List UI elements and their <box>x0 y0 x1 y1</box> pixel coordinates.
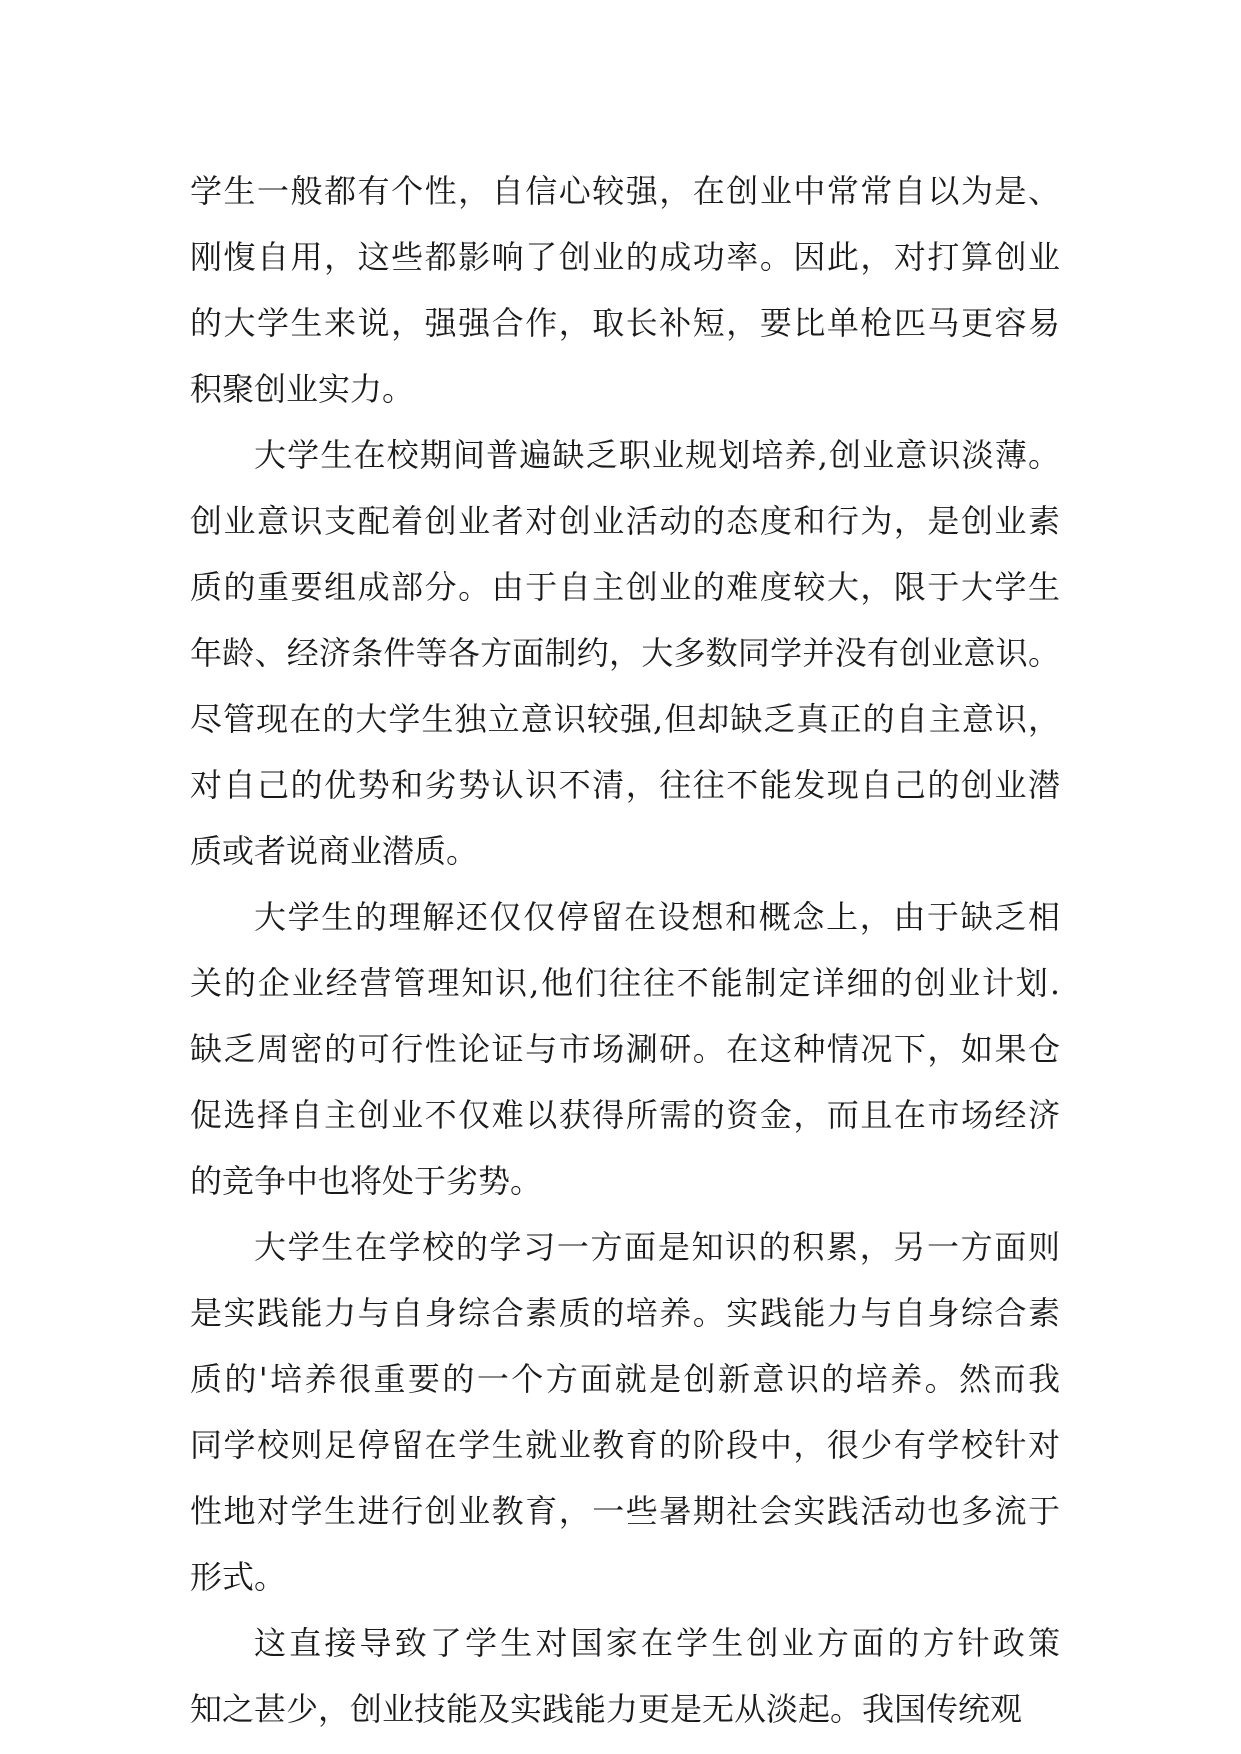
text-line: 尽管现在的大学生独立意识较强,但却缺乏真正的自主意识， <box>190 700 1060 738</box>
text-line: 知之甚少，创业技能及实践能力更是无从淡起。我国传统观 <box>190 1690 1023 1728</box>
text-line: 性地对学生进行创业教育，一些暑期社会实践活动也多流于 <box>190 1492 1060 1530</box>
text-line: 形式。 <box>190 1558 287 1596</box>
text-line: 这直接导致了学生对国家在学生创业方面的方针政策 <box>254 1624 1060 1662</box>
text-line: 质的重要组成部分。由于自主创业的难度较大，限于大学生 <box>190 568 1060 606</box>
text-line: 同学校则足停留在学生就业教育的阶段中，很少有学校针对 <box>190 1426 1060 1464</box>
text-line: 对自己的优势和劣势认识不清，往往不能发现自己的创业潜 <box>190 766 1060 804</box>
text-line: 质的'培养很重要的一个方面就是创新意识的培养。然而我 <box>190 1360 1060 1398</box>
text-line: 大学生在学校的学习一方面是知识的积累，另一方面则 <box>254 1228 1060 1266</box>
paragraph <box>190 422 1060 884</box>
text-line: 缺乏周密的可行性论证与市场涮研。在这种情况下，如果仓 <box>190 1030 1060 1068</box>
text-line: 的大学生来说，强强合作，取长补短，要比单枪匹马更容易 <box>190 304 1060 342</box>
text-line: 大学生的理解还仅仅停留在设想和概念上，由于缺乏相 <box>254 898 1060 936</box>
text-line: 积聚创业实力。 <box>190 370 415 408</box>
text-line: 大学生在校期间普遍缺乏职业规划培养,创业意识淡薄。 <box>254 436 1060 474</box>
text-line: 刚愎自用，这些都影响了创业的成功率。因此，对打算创业 <box>190 238 1060 276</box>
text-line: 学生一般都有个性，自信心较强，在创业中常常自以为是、 <box>190 172 1060 210</box>
text-line: 促选择自主创业不仅难以获得所需的资金，而且在市场经济 <box>190 1096 1060 1134</box>
paragraph <box>190 1214 1060 1610</box>
paragraph <box>190 884 1060 1214</box>
body-text <box>190 158 1060 1742</box>
text-line: 创业意识支配着创业者对创业活动的态度和行为，是创业素 <box>190 502 1060 540</box>
text-line: 是实践能力与自身综合素质的培养。实践能力与自身综合素 <box>190 1294 1060 1332</box>
text-line: 质或者说商业潜质。 <box>190 832 479 870</box>
text-line: 关的企业经营管理知识,他们往往不能制定详细的创业计划. <box>190 964 1060 1002</box>
paragraph <box>190 1610 1060 1742</box>
text-line: 年龄、经济条件等各方面制约，大多数同学并没有创业意识。 <box>190 634 1060 672</box>
text-line: 的竞争中也将处于劣势。 <box>190 1162 543 1200</box>
paragraph <box>190 158 1060 422</box>
